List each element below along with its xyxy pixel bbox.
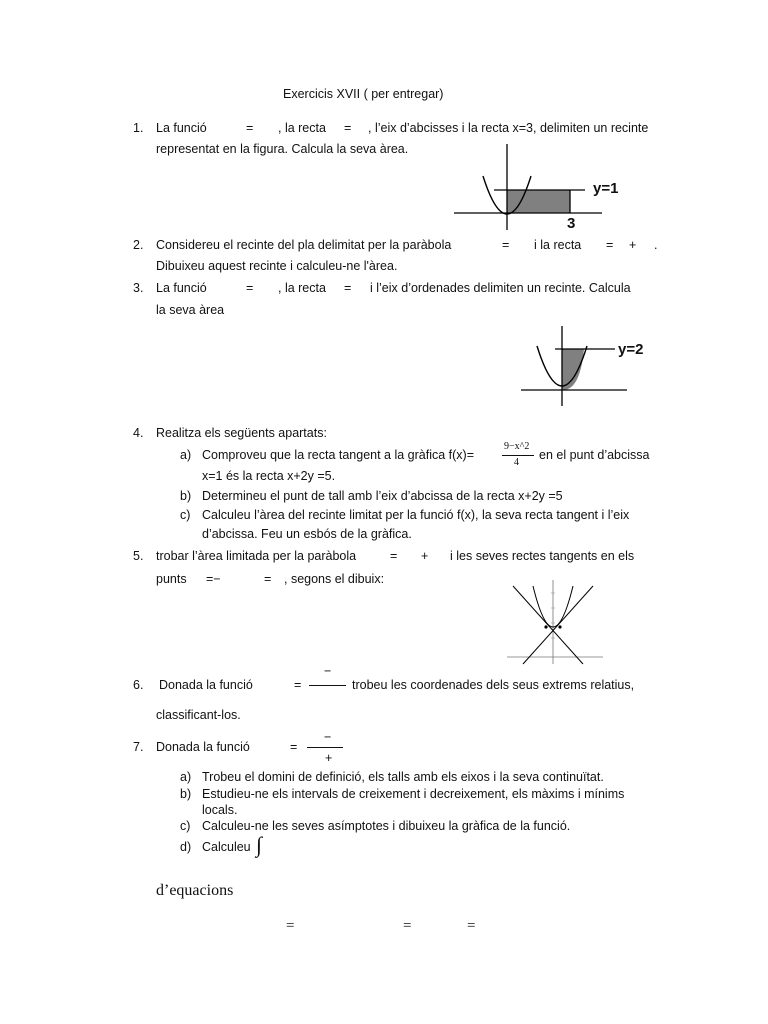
tangent-point [558, 625, 561, 628]
text: i les seves rectes tangents en els [450, 549, 635, 563]
text: Realitza els següents apartats: [156, 426, 327, 440]
figure-5-parabola-tangents [505, 578, 605, 666]
text: en el punt d’abcissa [539, 448, 650, 462]
equals-sign: = [467, 918, 476, 934]
equals-sign: = [246, 121, 254, 135]
item-label: d) [180, 840, 192, 854]
text: d’abcissa. Feu un esbós de la gràfica. [202, 527, 412, 541]
exercise-number: 3. [133, 281, 144, 295]
text: Considereu el recinte del pla delimitat per la paràbola [156, 238, 452, 252]
text: La funció [156, 121, 207, 135]
fraction-bar [502, 455, 534, 456]
equals-sign: = [286, 918, 295, 934]
equals-sign: = [290, 740, 298, 754]
shaded-region [562, 349, 584, 390]
equals-sign: = [246, 281, 254, 295]
text: Donada la funció [159, 678, 253, 692]
plus-sign: + [325, 751, 333, 765]
page-title: Exercicis XVII ( per entregar) [283, 87, 444, 101]
figure-label-x: 3 [567, 215, 576, 232]
item-label: a) [180, 770, 192, 784]
text: Calculeu [202, 840, 251, 854]
plus-sign: + [629, 238, 637, 252]
section-heading: d’equacions [156, 882, 234, 899]
tangent-point [544, 625, 547, 628]
text: , la recta [278, 121, 326, 135]
text: classificant-los. [156, 708, 241, 722]
text: i la recta [534, 238, 582, 252]
figure-label-y: y=2 [618, 341, 644, 358]
text: Comproveu que la recta tangent a la gràfica f(x)= [202, 448, 475, 462]
equals-sign: = [403, 918, 412, 934]
tangent-left [513, 586, 583, 664]
figure-3-parabola-region [517, 320, 632, 408]
text: Determineu el punt de tall amb l’eix d’abcissa de la recta x+2y =5 [202, 489, 563, 503]
fraction-denominator: 4 [514, 457, 519, 468]
plus-sign: + [421, 549, 429, 563]
text: punts [156, 572, 187, 586]
exercise-number: 2. [133, 238, 144, 252]
item-label: a) [180, 448, 192, 462]
minus-sign: − [324, 664, 332, 678]
text: La funció [156, 281, 207, 295]
equals-sign: = [264, 572, 272, 586]
item-label: c) [180, 508, 191, 522]
equals-sign: = [294, 678, 302, 692]
exercise-number: 4. [133, 426, 144, 440]
equals-minus: =− [206, 572, 221, 586]
exercise-number: 5. [133, 549, 144, 563]
exercise-number: 6. [133, 678, 144, 692]
text: Calculeu l’àrea del recinte limitat per la funció f(x), la seva recta tangent i l’eix [202, 508, 630, 522]
text: Trobeu el domini de definició, els talls amb els eixos i la seva continuïtat. [202, 770, 604, 784]
text: x=1 és la recta x+2y =5. [202, 469, 336, 483]
text: Dibuixeu aquest recinte i calculeu-ne l'àrea. [156, 259, 398, 273]
text: la seva àrea [156, 303, 225, 317]
text: , segons el dibuix: [284, 572, 385, 586]
equals-sign: = [502, 238, 510, 252]
fraction-bar [307, 747, 343, 748]
text: trobeu les coordenades dels seus extrems relatius, [352, 678, 635, 692]
text: , l’eix d’abcisses i la recta x=3, delimiten un recinte [368, 121, 649, 135]
exercise-number: 7. [133, 740, 144, 754]
text: locals. [202, 803, 238, 817]
tangent-right [523, 586, 593, 664]
text: Donada la funció [156, 740, 250, 754]
text: i l’eix d’ordenades delimiten un recinte. Calcula [370, 281, 631, 295]
exercise-number: 1. [133, 121, 144, 135]
item-label: b) [180, 489, 192, 503]
fraction-numerator: 9−x^2 [504, 441, 530, 452]
minus-sign: − [324, 730, 332, 744]
text: trobar l’àrea limitada per la paràbola [156, 549, 357, 563]
text: , la recta [278, 281, 326, 295]
text: Estudieu-ne els intervals de creixement i decreixement, els màxims i mínims [202, 787, 625, 801]
text: . [654, 238, 658, 252]
fraction-bar [309, 685, 346, 686]
equals-sign: = [344, 121, 352, 135]
text: representat en la figura. Calcula la seva àrea. [156, 142, 409, 156]
equals-sign: = [390, 549, 398, 563]
equals-sign: = [344, 281, 352, 295]
equals-sign: = [606, 238, 614, 252]
integral-sign: ∫ [256, 832, 263, 857]
figure-label-y: y=1 [593, 180, 619, 197]
text: Calculeu-ne les seves asímptotes i dibuixeu la gràfica de la funció. [202, 819, 571, 833]
item-label: c) [180, 819, 191, 833]
item-label: b) [180, 787, 192, 801]
shaded-region [507, 190, 570, 213]
